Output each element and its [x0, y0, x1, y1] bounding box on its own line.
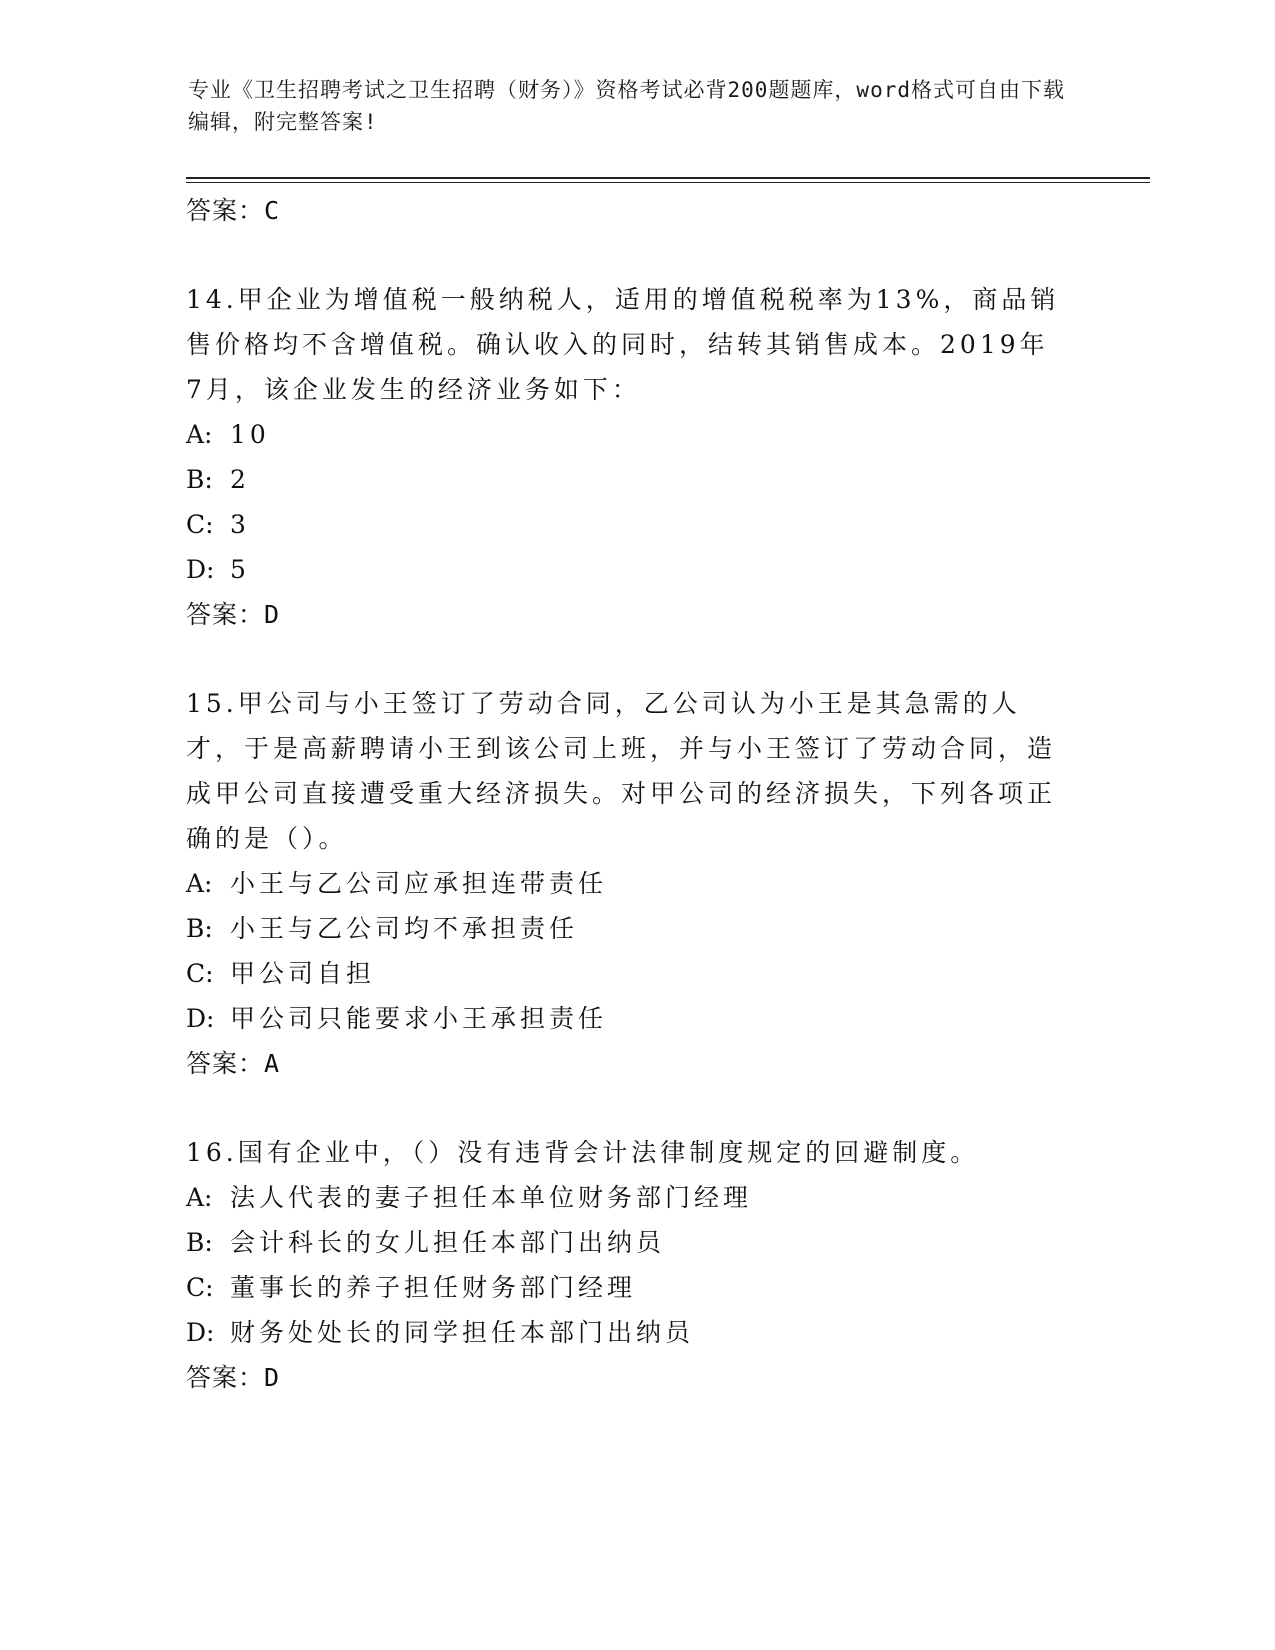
- option-letter: B:: [186, 914, 213, 943]
- option-b: [186, 1220, 1066, 1265]
- option-d: [186, 996, 1066, 1041]
- option-text: 董事长的养子担任财务部门经理: [230, 1273, 637, 1302]
- option-text: 小王与乙公司均不承担责任: [230, 914, 579, 943]
- question-15: [186, 681, 1066, 1086]
- option-letter: B:: [186, 465, 213, 494]
- option-c: [186, 1265, 1066, 1310]
- option-c: [186, 502, 1066, 547]
- page-header: 专业《卫生招聘考试之卫生招聘（财务）》资格考试必背200题题库，word格式可自由下载编辑，附完整答案!: [188, 78, 1065, 134]
- option-letter: A:: [186, 1183, 213, 1212]
- option-text: 小王与乙公司应承担连带责任: [230, 869, 608, 898]
- option-text: 财务处处长的同学担任本部门出纳员: [230, 1318, 695, 1347]
- option-d: [186, 1310, 1066, 1355]
- option-letter: D:: [186, 1318, 215, 1347]
- question-text: 14.甲企业为增值税一般纳税人，适用的增值税税率为13%，商品销售价格均不含增值税。确认收入的同时，结转其销售成本。2019年7月，该企业发生的经济业务如下：: [186, 285, 1060, 404]
- question-14: [186, 277, 1066, 637]
- header-divider-thin: [186, 182, 1150, 183]
- option-b: [186, 906, 1066, 951]
- question-16: [186, 1130, 1066, 1400]
- answer-line: 答案：C: [186, 196, 281, 225]
- question-text: 15.甲公司与小王签订了劳动合同，乙公司认为小王是其急需的人才，于是高薪聘请小王到该公司上班，并与小王签订了劳动合同，造成甲公司直接遭受重大经济损失。对甲公司的经济损失，下列各项正确的是（）。: [186, 689, 1057, 853]
- option-text: 2: [230, 465, 250, 494]
- header-divider: [186, 177, 1150, 179]
- option-text: 甲公司自担: [230, 959, 376, 988]
- question-text: 16.国有企业中，（）没有违背会计法律制度规定的回避制度。: [186, 1138, 980, 1167]
- option-letter: D:: [186, 555, 215, 584]
- option-a: [186, 412, 1066, 457]
- option-letter: C:: [186, 1273, 214, 1302]
- option-letter: C:: [186, 510, 214, 539]
- option-text: 法人代表的妻子担任本单位财务部门经理: [230, 1183, 753, 1212]
- option-a: [186, 861, 1066, 906]
- option-text: 3: [230, 510, 250, 539]
- option-letter: C:: [186, 959, 214, 988]
- answer-line: 答案：A: [186, 1049, 281, 1078]
- option-a: [186, 1175, 1066, 1220]
- option-text: 会计科长的女儿担任本部门出纳员: [230, 1228, 666, 1257]
- answer-line: 答案：D: [186, 600, 281, 629]
- option-text: 10: [230, 420, 270, 449]
- option-letter: D:: [186, 1004, 215, 1033]
- option-text: 甲公司只能要求小王承担责任: [230, 1004, 608, 1033]
- option-text: 5: [230, 555, 250, 584]
- option-b: [186, 457, 1066, 502]
- answer-line: 答案：D: [186, 1363, 281, 1392]
- option-d: [186, 547, 1066, 592]
- option-c: [186, 951, 1066, 996]
- option-letter: B:: [186, 1228, 213, 1257]
- option-letter: A:: [186, 420, 213, 449]
- option-letter: A:: [186, 869, 213, 898]
- document-body: [186, 188, 1066, 1400]
